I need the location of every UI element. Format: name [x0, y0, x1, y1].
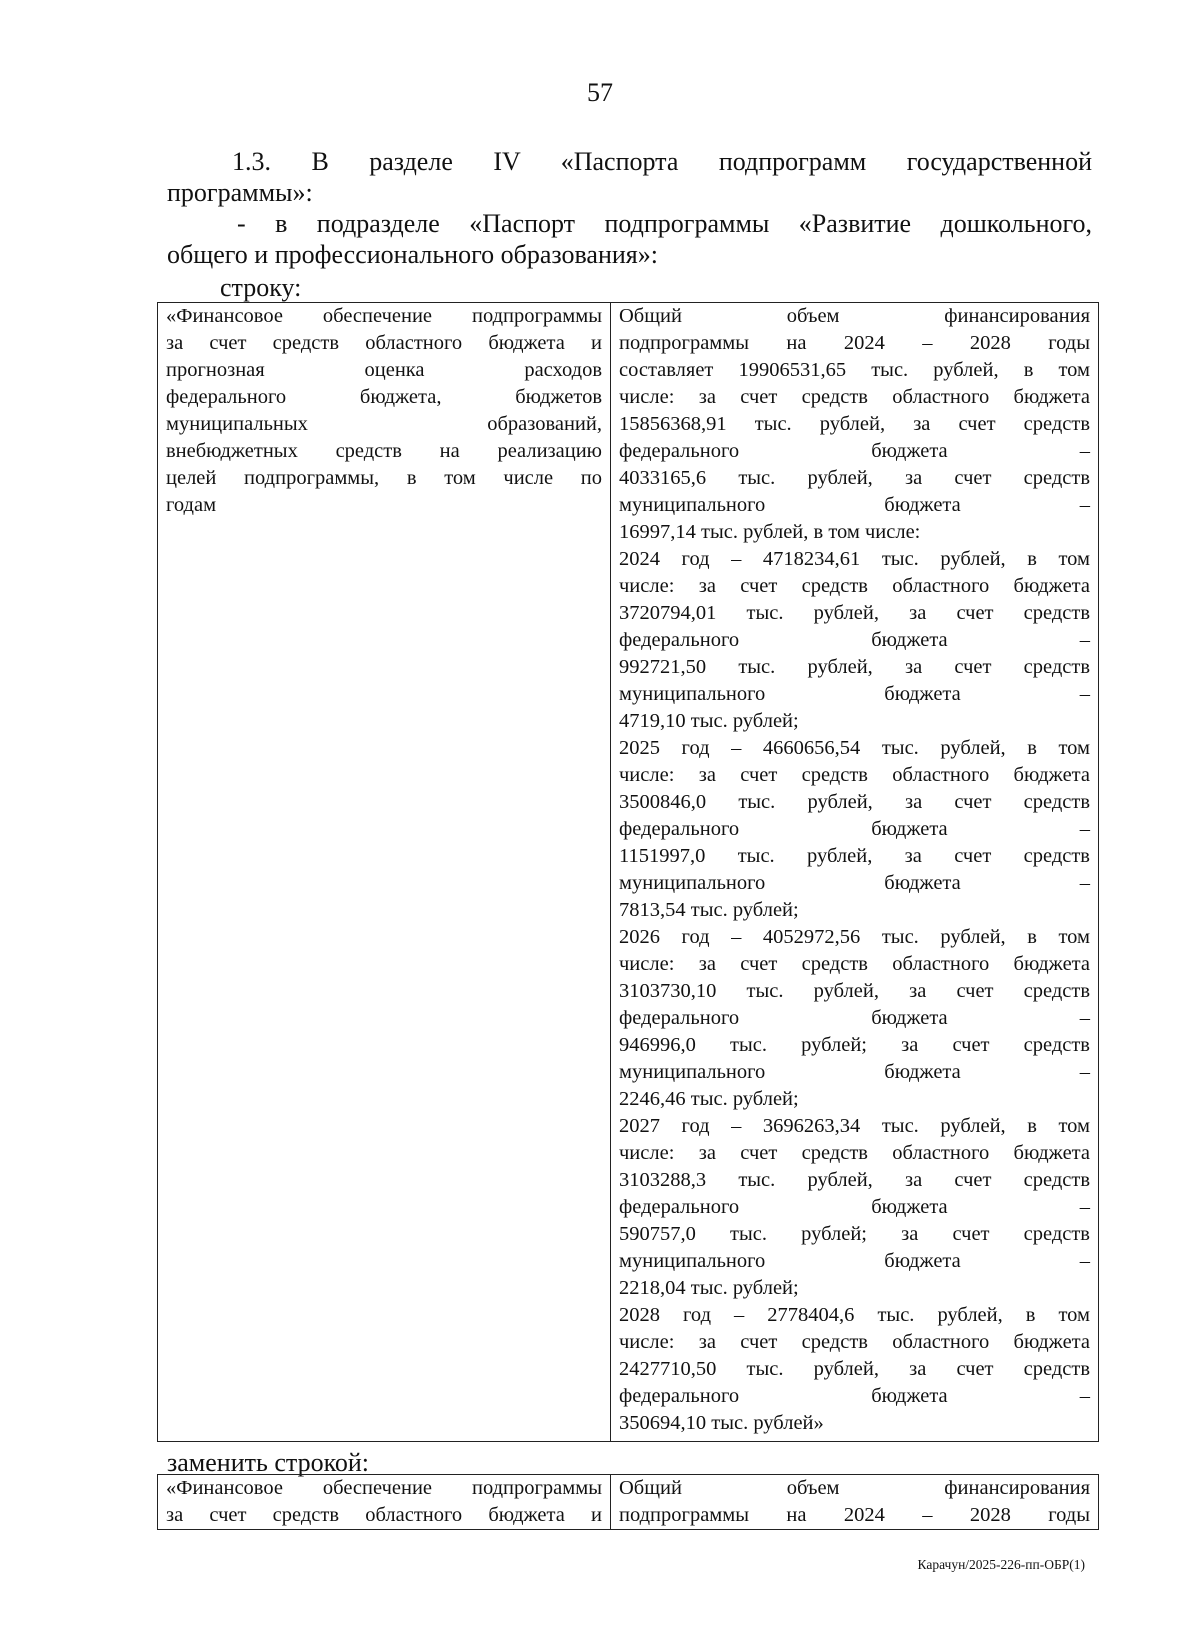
cell-line: федерального бюджета, бюджетов — [166, 386, 602, 408]
paragraph-subsection — [167, 208, 1092, 270]
cell-line: 4033165,6 тыс. рублей, за счет средств — [619, 467, 1090, 489]
paragraph-line: строку: — [220, 273, 302, 302]
cell-line: 2246,46 тыс. рублей; — [619, 1088, 799, 1110]
cell-line: 2027 год – 3696263,34 тыс. рублей, в том — [619, 1115, 1090, 1137]
cell-line: муниципального бюджета – — [619, 1250, 1090, 1272]
table-cell-label — [158, 1475, 611, 1530]
cell-line: за счет средств областного бюджета и — [166, 1504, 602, 1526]
cell-line: федерального бюджета – — [619, 1007, 1090, 1029]
cell-line: прогнозная оценка расходов — [166, 359, 602, 381]
cell-line: Общий объем финансирования — [619, 1477, 1090, 1499]
cell-line: 992721,50 тыс. рублей, за счет средств — [619, 656, 1090, 678]
table-cell-value — [611, 1475, 1099, 1530]
table-cell-value — [611, 303, 1099, 1442]
cell-line: подпрограммы на 2024 – 2028 годы — [619, 1504, 1090, 1526]
cell-line: за счет средств областного бюджета и — [166, 332, 602, 354]
page-number: 57 — [587, 78, 613, 107]
cell-line: составляет 19906531,65 тыс. рублей, в том — [619, 359, 1090, 381]
cell-line: 1151997,0 тыс. рублей, за счет средств — [619, 845, 1090, 867]
cell-line: 2026 год – 4052972,56 тыс. рублей, в том — [619, 926, 1090, 948]
cell-line: 2024 год – 4718234,61 тыс. рублей, в том — [619, 548, 1090, 570]
cell-line: 590757,0 тыс. рублей; за счет средств — [619, 1223, 1090, 1245]
cell-line: 350694,10 тыс. рублей» — [619, 1412, 824, 1434]
cell-line: федерального бюджета – — [619, 818, 1090, 840]
cell-line: 3720794,01 тыс. рублей, за счет средств — [619, 602, 1090, 624]
cell-line: целей подпрограммы, в том числе по — [166, 467, 602, 489]
cell-line: подпрограммы на 2024 – 2028 годы — [619, 332, 1090, 354]
cell-line: числе: за счет средств областного бюджета — [619, 953, 1090, 975]
cell-line: 946996,0 тыс. рублей; за счет средств — [619, 1034, 1090, 1056]
cell-line: 2028 год – 2778404,6 тыс. рублей, в том — [619, 1304, 1090, 1326]
paragraph-1-3 — [167, 146, 1092, 208]
cell-line: муниципального бюджета – — [619, 1061, 1090, 1083]
cell-line: муниципального бюджета – — [619, 872, 1090, 894]
cell-line: «Финансовое обеспечение подпрограммы — [166, 1477, 602, 1499]
cell-line: федерального бюджета – — [619, 1385, 1090, 1407]
cell-line: 2218,04 тыс. рублей; — [619, 1277, 799, 1299]
table-row — [158, 1475, 1099, 1530]
cell-line: 3103730,10 тыс. рублей, за счет средств — [619, 980, 1090, 1002]
cell-line: 3500846,0 тыс. рублей, за счет средств — [619, 791, 1090, 813]
old-financing-table — [157, 302, 1099, 1442]
paragraph-line: общего и профессионального образования»: — [167, 240, 658, 269]
document-code: Карачун/2025-226-пп-ОБР(1) — [917, 1557, 1085, 1572]
cell-line: 15856368,91 тыс. рублей, за счет средств — [619, 413, 1090, 435]
cell-line: числе: за счет средств областного бюджета — [619, 1331, 1090, 1353]
paragraph-line: - в подразделе «Паспорт подпрограммы «Развитие дошкольного, — [237, 209, 1092, 238]
cell-line: Общий объем финансирования — [619, 305, 1090, 327]
cell-line: 3103288,3 тыс. рублей, за счет средств — [619, 1169, 1090, 1191]
paragraph-line: заменить строкой: — [167, 1448, 370, 1477]
cell-line: 2427710,50 тыс. рублей, за счет средств — [619, 1358, 1090, 1380]
cell-line: муниципального бюджета – — [619, 683, 1090, 705]
cell-line: муниципальных образований, — [166, 413, 602, 435]
paragraph-line: 1.3. В разделе IV «Паспорта подпрограмм государственной — [232, 147, 1092, 176]
table-row — [158, 303, 1099, 1442]
cell-line: 4719,10 тыс. рублей; — [619, 710, 799, 732]
cell-line: числе: за счет средств областного бюджета — [619, 1142, 1090, 1164]
cell-line: «Финансовое обеспечение подпрограммы — [166, 305, 602, 327]
cell-line: федерального бюджета – — [619, 1196, 1090, 1218]
cell-line: числе: за счет средств областного бюджета — [619, 386, 1090, 408]
table-cell-label — [158, 303, 611, 1442]
cell-line: годам — [166, 494, 217, 516]
cell-line: числе: за счет средств областного бюджета — [619, 575, 1090, 597]
cell-line: 7813,54 тыс. рублей; — [619, 899, 799, 921]
cell-line: федерального бюджета – — [619, 629, 1090, 651]
cell-line: числе: за счет средств областного бюджета — [619, 764, 1090, 786]
new-financing-table — [157, 1474, 1099, 1530]
cell-line: 16997,14 тыс. рублей, в том числе: — [619, 521, 921, 543]
cell-line: муниципального бюджета – — [619, 494, 1090, 516]
paragraph-line: программы»: — [167, 178, 313, 207]
paragraph-row-label — [220, 272, 520, 303]
cell-line: федерального бюджета – — [619, 440, 1090, 462]
cell-line: 2025 год – 4660656,54 тыс. рублей, в том — [619, 737, 1090, 759]
cell-line: внебюджетных средств на реализацию — [166, 440, 602, 462]
